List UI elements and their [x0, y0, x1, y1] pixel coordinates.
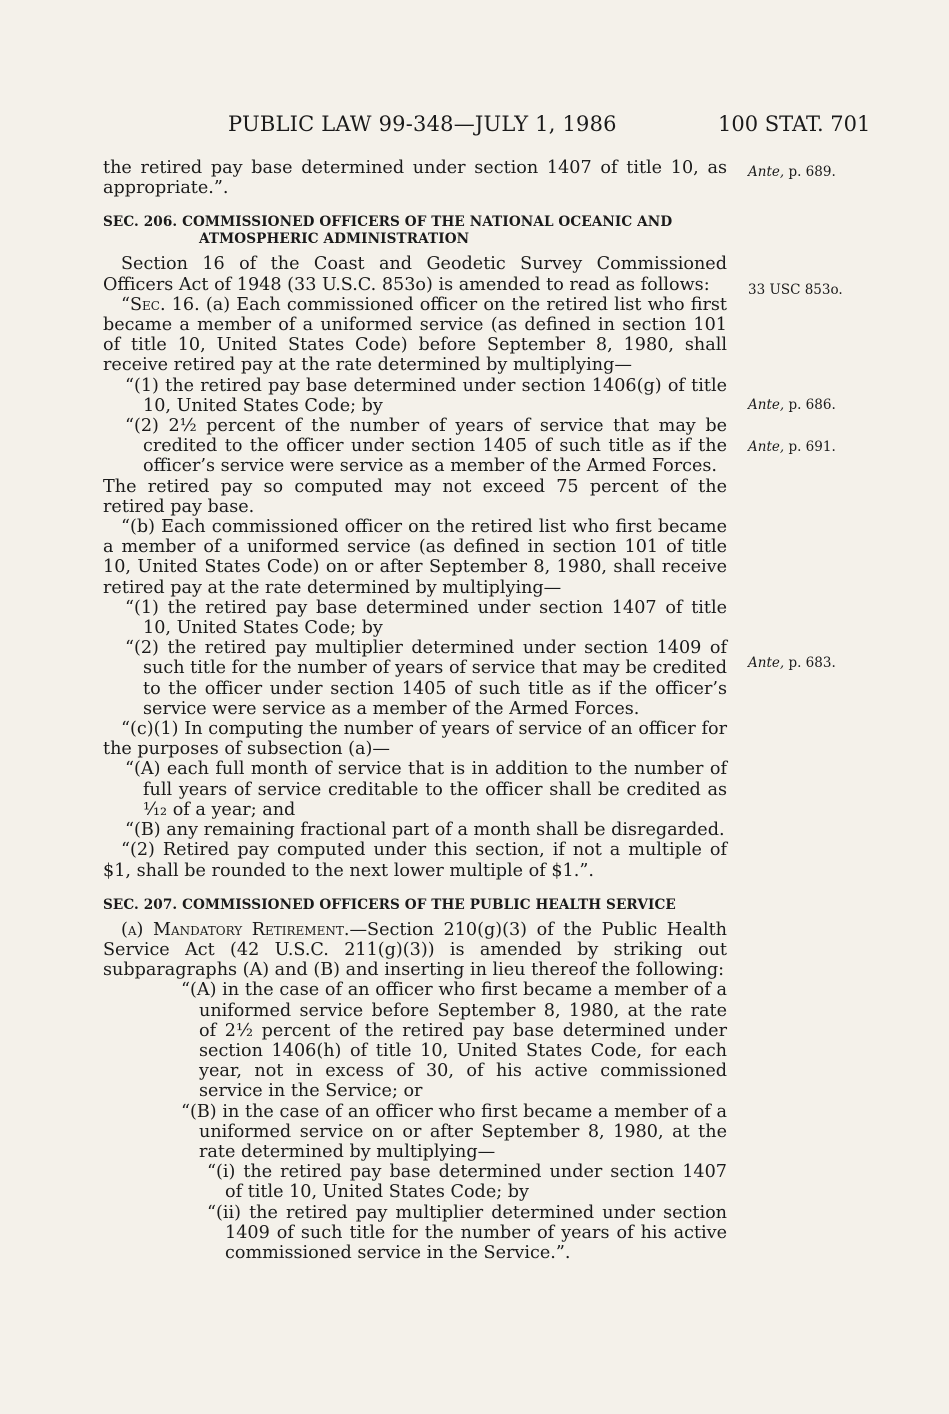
section-heading-line: SEC. 206. COMMISSIONED OFFICERS OF THE NATIONAL OCEANIC AND	[103, 214, 673, 231]
paragraph: “(c)(1) In computing the number of years of service of an officer for the purposes of subsection (a)—	[103, 719, 727, 760]
margin-note-ante-683	[748, 655, 836, 671]
clause: “(2) the retired pay multiplier determined under section 1409 of such title for the number of years of service that may be credited to the officer under section 1405 of such title as if the officer’s service were service as a member of the Armed Forces.	[125, 638, 727, 719]
clause: “(ii) the retired pay multiplier determined under section 1409 of such title for the number of years of his active commissioned service in the Service.”.	[207, 1202, 727, 1263]
margin-note-page: p. 683.	[788, 655, 836, 671]
clause: “(B) any remaining fractional part of a month shall be disregarded.	[125, 820, 725, 841]
margin-note-ante-689	[748, 164, 836, 180]
margin-note-ante-label: Ante,	[748, 397, 785, 413]
document-body	[103, 158, 727, 1263]
subsection-heading: (a) Mandatory Retirement.	[121, 919, 350, 940]
margin-note-page: p. 689.	[788, 164, 836, 180]
running-title: PUBLIC LAW 99-348—JULY 1, 1986	[228, 112, 617, 136]
paragraph-text: —Section 210(g)(3) of the Public Health Service Act (42 U.S.C. 211(g)(3)) is amended by striking out subparagraphs (A) and (B) and inserting in lieu thereof the following:	[103, 919, 728, 981]
paragraph: The retired pay so computed may not exceed 75 percent of the retired pay base.	[103, 476, 727, 517]
paragraph-text: 16. (a) Each commissioned officer on the retired list who first became a member of a uniformed service (as defined in section 101 of title 10, United States Code) before September 8, 1980, shall receive retired pay at the rate determined by multiplying—	[103, 294, 727, 376]
margin-note-ante-label: Ante,	[748, 439, 785, 455]
margin-note-ante-label: Ante,	[748, 164, 785, 180]
section-lead: “Sec.	[121, 294, 166, 315]
paragraph: the retired pay base determined under section 1407 of title 10, as appropriate.”.	[103, 158, 727, 199]
section-206-heading	[103, 214, 727, 248]
margin-note-ante-691	[748, 439, 836, 455]
section-207-heading: SEC. 207. COMMISSIONED OFFICERS OF THE PUBLIC HEALTH SERVICE	[103, 896, 676, 913]
margin-note-usc: 33 USC 853o.	[748, 282, 843, 298]
statute-page-number: 100 STAT. 701	[718, 112, 871, 136]
clause: “(1) the retired pay base determined under section 1406(g) of title 10, United States Code; by	[125, 375, 727, 416]
clause: “(A) each full month of service that is in addition to the number of full years of service creditable to the officer shall be credited as ¹⁄₁₂ of a year; and	[125, 759, 727, 820]
page-header	[0, 112, 949, 142]
margin-note-page: p. 691.	[788, 439, 836, 455]
margin-note-ante-label: Ante,	[748, 655, 785, 671]
clause: “(i) the retired pay base determined under section 1407 of title 10, United States Code; by	[207, 1162, 727, 1203]
paragraph: “(2) Retired pay computed under this section, if not a multiple of $1, shall be rounded to the next lower multiple of $1.”.	[103, 840, 727, 881]
section-heading-line: ATMOSPHERIC ADMINISTRATION	[199, 231, 470, 248]
margin-note-page: p. 686.	[788, 397, 836, 413]
clause: “(A) in the case of an officer who first became a member of a uniformed service before September 8, 1980, at the rate of 2½ percent of the retired pay base determined under section 1406(h) of title 10, United States Code, for each year, not in excess of 30, of his active commissioned service in the Service; or	[181, 980, 727, 1102]
paragraph	[103, 920, 727, 981]
clause: “(2) 2½ percent of the number of years of service that may be credited to the officer under section 1405 of such title as if the officer’s service were service as a member of the Armed Forces.	[125, 416, 727, 477]
paragraph: “(b) Each commissioned officer on the retired list who first became a member of a uniformed service (as defined in section 101 of title 10, United States Code) on or after September 8, 1980, shall receive retired pay at the rate determined by multiplying—	[103, 517, 727, 598]
paragraph: Section 16 of the Coast and Geodetic Survey Commissioned Officers Act of 1948 (33 U.S.C. 853o) is amended to read as follows:	[103, 254, 727, 295]
clause: “(1) the retired pay base determined under section 1407 of title 10, United States Code; by	[125, 597, 727, 639]
margin-note-ante-686	[748, 397, 836, 413]
paragraph	[103, 295, 727, 376]
clause: “(B) in the case of an officer who first became a member of a uniformed service on or after September 8, 1980, at the rate determined by multiplying—	[181, 1101, 727, 1162]
